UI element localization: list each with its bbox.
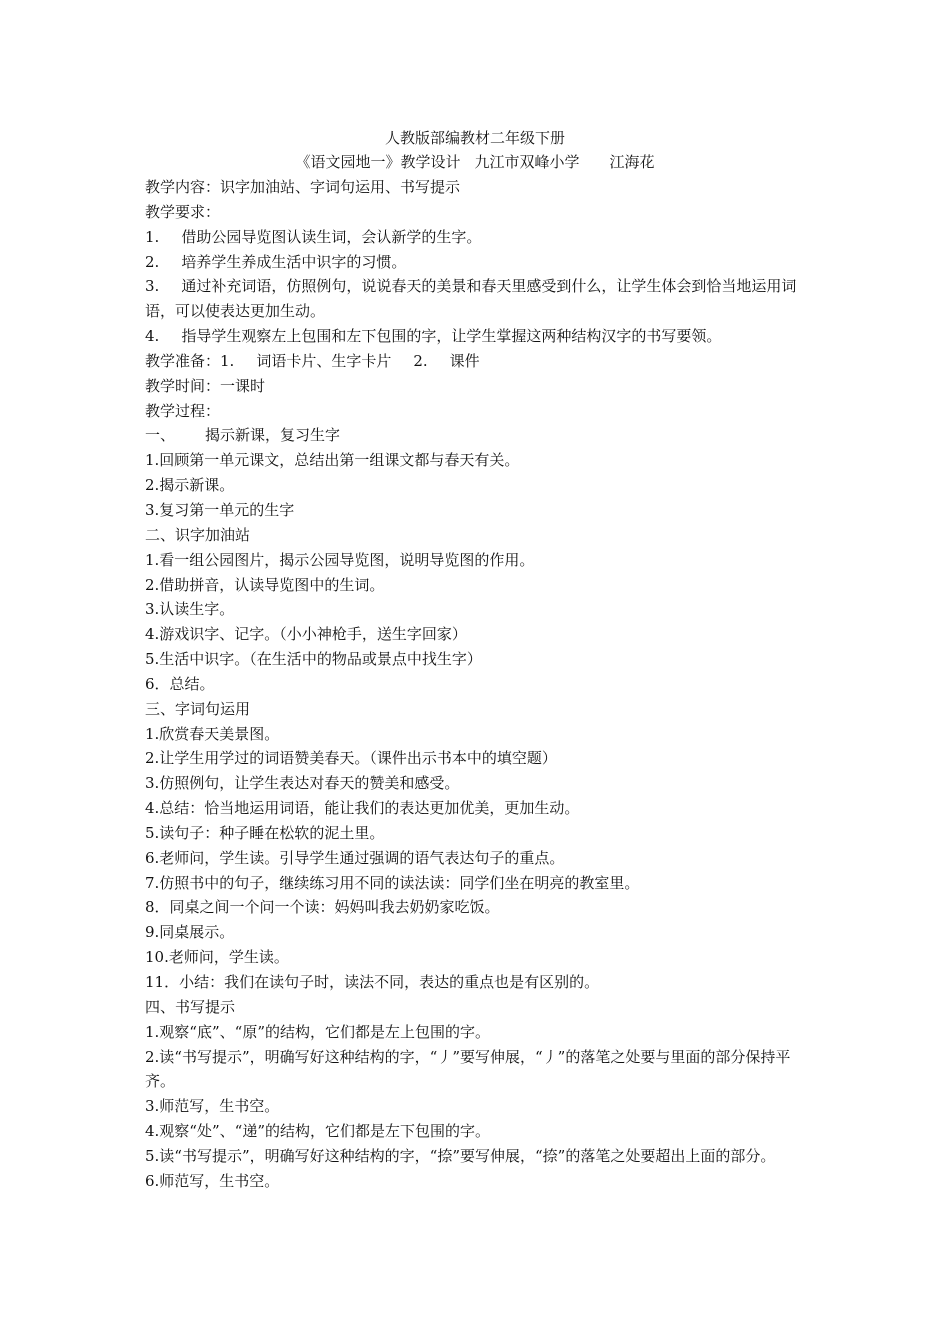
requirement-item: 1. 借助公园导览图认读生词，会认新学的生字。 [145, 227, 482, 246]
list-item: 11．小结：我们在读句子时，读法不同，表达的重点也是有区别的。 [145, 973, 600, 991]
requirement-item: 4. 指导学生观察左上包围和左下包围的字，让学生掌握这两种结构汉字的书写要领。 [145, 327, 722, 346]
list-item: 1.回顾第一单元课文，总结出第一组课文都与春天有关。 [145, 451, 520, 470]
section-heading: 一、 揭示新课，复习生字 [145, 426, 341, 445]
list-item: 10.老师问，学生读。 [145, 948, 289, 967]
requirements-heading: 教学要求： [145, 202, 221, 221]
list-item: 2.揭示新课。 [145, 476, 235, 495]
list-item: 5.读句子：种子睡在松软的泥土里。 [145, 823, 385, 842]
doc-title: 《语文园地一》教学设计 [295, 153, 461, 171]
list-item: 4.游戏识字、记字。（小小神枪手，送生字回家） [145, 625, 467, 644]
teaching-time: 教学时间：一课时 [145, 376, 266, 395]
list-item: 2.读“书写提示”，明确写好这种结构的字，“丿”要写伸展，“丿”的落笔之处要与里面的部分保持平齐。 [145, 1047, 791, 1091]
process-heading: 教学过程： [145, 401, 221, 420]
document-body [145, 175, 815, 1194]
doc-title-line [0, 150, 950, 174]
section-heading: 二、识字加油站 [145, 525, 251, 544]
requirement-item: 2. 培养学生养成生活中识字的习惯。 [145, 252, 407, 271]
list-item: 5.读“书写提示”，明确写好这种结构的字，“捺”要写伸展，“捺”的落笔之处要超出上面的部分。 [145, 1146, 776, 1165]
list-item: 1.观察“底”、“原”的结构，它们都是左上包围的字。 [145, 1022, 490, 1041]
doc-school: 九江市双峰小学 [474, 153, 580, 171]
doc-author: 江海花 [609, 153, 655, 171]
list-item: 5.生活中识字。（在生活中的物品或景点中找生字） [145, 650, 482, 669]
list-item: 9.同桌展示。 [145, 923, 235, 942]
doc-header-line: 人教版部编教材二年级下册 [384, 129, 565, 147]
list-item: 3.仿照例句，让学生表达对春天的赞美和感受。 [145, 774, 460, 793]
list-item: 6．总结。 [145, 674, 215, 693]
section-heading: 四、书写提示 [145, 997, 236, 1016]
list-item: 1.看一组公园图片，揭示公园导览图，说明导览图的作用。 [145, 550, 535, 569]
list-item: 6.师范写，生书空。 [145, 1171, 280, 1190]
list-item: 8．同桌之间一个问一个读：妈妈叫我去奶奶家吃饭。 [145, 898, 500, 917]
list-item: 7.仿照书中的句子，继续练习用不同的读法读：同学们坐在明亮的教室里。 [145, 873, 640, 892]
requirement-item: 3. 通过补充词语，仿照例句，说说春天的美景和春天里感受到什么，让学生体会到恰当地运用词语，可以使表达更加生动。 [145, 277, 797, 321]
teaching-content: 教学内容：识字加油站、字词句运用、书写提示 [145, 178, 461, 196]
list-item: 1.欣赏春天美景图。 [145, 724, 280, 743]
list-item: 4.总结：恰当地运用词语，能让我们的表达更加优美，更加生动。 [145, 799, 580, 818]
list-item: 2.借助拼音，认读导览图中的生词。 [145, 575, 385, 594]
section-heading: 三、字词句运用 [145, 699, 251, 718]
preparation: 教学准备：1. 词语卡片、生字卡片 2. 课件 [145, 351, 480, 370]
list-item: 3.复习第一单元的生字 [145, 500, 295, 519]
list-item: 6.老师问，学生读。引导学生通过强调的语气表达句子的重点。 [145, 848, 565, 867]
list-item: 4.观察“处”、“递”的结构，它们都是左下包围的字。 [145, 1122, 490, 1141]
list-item: 3.师范写，生书空。 [145, 1097, 280, 1116]
list-item: 2.让学生用学过的词语赞美春天。（课件出示书本中的填空题） [145, 749, 557, 768]
list-item: 3.认读生字。 [145, 600, 235, 619]
